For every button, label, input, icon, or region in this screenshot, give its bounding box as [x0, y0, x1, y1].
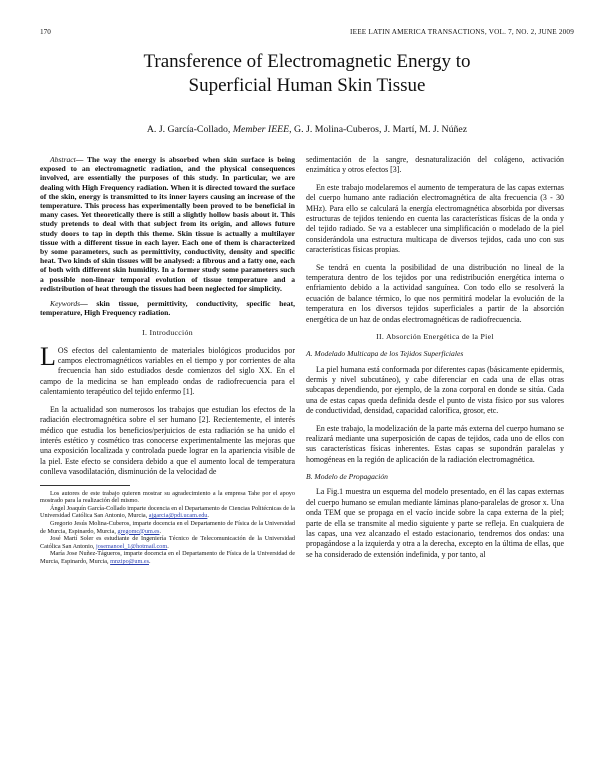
footnote-author-3-text: José Martí Soler es estudiante de Ingeniería Técnico de Telecomunicación de la Universidad Católica San Antonio,: [40, 535, 295, 550]
title-line-2: Superficial Human Skin Tissue: [188, 75, 426, 96]
keywords-dash: —: [80, 299, 88, 309]
right-paragraph-2: Se tendrá en cuenta la posibilidad de una distribución no lineal de la temperatura dentro de los tejidos por una redistribución energética interna o enfriamiento debido a la actividad sanguínea. Con todo ello se resolverá la ecuación de balance térmico, lo que nos permitirá modelar la evolución de la temperatura en los diversos tejidos superficiales a partir de la absorción energética de un haz de ondas electromagnéticas de radiofrecuencia.: [306, 262, 564, 324]
authors-member: Member IEEE: [232, 124, 290, 135]
left-column: [40, 155, 295, 565]
subsection-heading-b: B. Modelo de Propagación: [306, 472, 388, 482]
footnote-rule: [40, 485, 130, 486]
section-heading-intro: I. Introducción: [142, 328, 193, 338]
email-link-2[interactable]: gregomc@um.es: [117, 527, 160, 535]
abstract-text: The way the energy is absorbed when skin surface is being exposed to an electromagnetic radiation, and the physical consequences involved, are essentially the purposes of this study. In particular, we are dealing with High Frequency radiation. When it is directed toward the surface of the skin, energy is transmitted to its inner layers causing an increase of the temperature. This process has experimentally been proved to be beneficial in many cases. Yet theoretically there is still a slightly hollow basis about it. This study pretends to deal with that subject from its origin, and allows future study doors to tap in depth this theme. Skin tissue is actually a multilayer tissue with a different tissue in each layer. Each one of them is characterized by some parameters, such as permittivity, conductivity, density and specific heat. Two kinds of skin tissues will be analysed: a fibrous and a fatty one, each of both with different skin humidity. In a former study some parameters such a possible non-linear temporal evolution of tissue temperature and a redistribution of heat through the tissues had been neglected for simplicity.: [40, 155, 295, 293]
right-paragraph-5: La Fig.1 muestra un esquema del modelo presentado, en él las capas externas del cuerpo humano se emulan mediante láminas plano-paralelas de grosor x. Una onda TEM que se propaga en el vacío incide sobre la capa externa de la piel; parte de ella se transmite al medio siguiente y parte se refleja. En cualquiera de las capas, una vez alcanzado el estado estacionario, tendremos dos ondas: una propagándose a la izquierda y otra a la derecha, excepto en la última de ellas, que se ha considerado de extensión indefinida, y por tanto, al: [306, 487, 564, 559]
title-line-1: Transference of Electromagnetic Energy to: [143, 51, 471, 72]
abstract-label: Abstract: [50, 155, 76, 164]
right-paragraph-4: En este trabajo, la modelización de la parte más externa del cuerpo humano se realizará mediante una superposición de capas de tejidos, cada uno de ellos con sus características físicas inherentes. Estas capas se supondrán paralelas y homogéneas en la región de aplicación de la radiación electromagnética.: [306, 423, 564, 464]
authors-post: , G. J. Molina-Cuberos, J. Martí, M. J. Núñez: [289, 124, 468, 135]
keywords: [40, 299, 295, 317]
right-paragraph-0: sedimentación de la sangre, desnaturalización del colágeno, activación enzimática y otros efectos [3].: [306, 155, 564, 175]
abstract: [40, 155, 295, 293]
page-number: 170: [40, 28, 51, 36]
intro-p1-text: OS efectos del calentamiento de materiales biológicos producidos por campos electromagnéticos variables en el tiempo y por corrientes de alta frecuencia han sido estudiados desde comienzos del siglo XX. En el campo de la medicina se han empleado ondas de radiofrecuencia para el calentamiento terapéutico del tejido enfermo [1].: [40, 345, 295, 397]
footnote-author-2: Gregorio Jesús Molina-Cuberos, imparte docencia en el Departamento de Física de la Universidad de Murcia, Espinardo, Murcia, gregomc@um.es.: [40, 519, 295, 535]
subsection-heading-a: A. Modelado Multicapa de los Tejidos Superficiales: [306, 349, 464, 359]
footnote-ack: Los autores de este trabajo quieren mostrar su agradecimiento a la empresa Tahe por el apoyo mostrado para la realización del mismo.: [40, 489, 295, 505]
email-link-3[interactable]: josemanoel_1@hotmail.com: [96, 542, 168, 550]
footnote-author-1-text: Ángel Joaquín García-Collado imparte docencia en el Departamento de Ciencias Politécnicas de la Universidad Católica San Antonio, Murcia,: [40, 504, 295, 520]
section-heading-absorption: II. Absorción Energética de la Piel: [376, 332, 494, 342]
authors-pre: A. J. García-Collado,: [146, 124, 231, 135]
intro-paragraph-1: [40, 341, 295, 398]
right-column: [306, 155, 564, 567]
drop-cap: L: [40, 341, 56, 371]
keywords-label: Keywords: [50, 299, 81, 309]
email-link-4[interactable]: mnzipo@um.es: [110, 557, 149, 565]
right-paragraph-1: En este trabajo modelaremos el aumento de temperatura de las capas externas del cuerpo humano ante radiación electromagnética de alta frecuencia (3 - 30 MHz). Para ello se calculará la energía electromagnética absorbida por diversas estructuras de tejidos teniendo en cuenta las características físicas de la onda y del tejido radiado. Se va a establecer una simplificación o modelado de la piel considerándola una estructura multicapa de diversos tejidos, cada uno con sus características físicas propias.: [306, 182, 564, 255]
footnote-author-4: María Jose Nuñez-Tágueros, imparte docencia en el Departamento de Física de la Universidad de Murcia, Espinardo, Murcia, mnzipo@um.es.: [40, 550, 295, 565]
footnote-author-1: Ángel Joaquín García-Collado imparte docencia en el Departamento de Ciencias Politécnicas de la Universidad Católica San Antonio, Murcia, ajgarcia@pdi.ucam.edu.: [40, 504, 295, 520]
abstract-dash: —: [75, 155, 84, 164]
paper-title: [40, 50, 574, 98]
journal-header: IEEE LATIN AMERICA TRANSACTIONS, VOL. 7, NO. 2, JUNE 2009: [350, 28, 574, 36]
footnote-author-2-text: Gregorio Jesús Molina-Cuberos, imparte docencia en el Departamento de Física de la Universidad de Murcia, Espinardo, Murcia,: [40, 519, 295, 535]
footnote-author-4-text: María Jose Nuñez-Tágueros, imparte docencia en el Departamento de Física de la Universidad de Murcia, Espinardo, Murcia,: [40, 550, 295, 565]
footnote-author-3: José Martí Soler es estudiante de Ingeniería Técnico de Telecomunicación de la Universidad Católica San Antonio, josemanoel_1@hotmail.com.: [40, 535, 295, 550]
right-paragraph-3: La piel humana está conformada por diferentes capas (básicamente epidermis, dermis y nivel subcutáneo), y cabe diferenciar en cada una de ellas otras subcapas dependiendo, por ejemplo, de la zona corporal en donde se sitúa. Cada una de estas capas queda definida desde el punto de vista físico por sus valores de conductividad, densidad, capacidad calorífica, grosor, etc.: [306, 364, 564, 416]
author-list: [40, 124, 574, 135]
running-header: [40, 28, 574, 40]
email-link-1[interactable]: ajgarcia@pdi.ucam.edu: [148, 512, 208, 520]
keywords-text: skin tissue, permittivity, conductivity, specific heat, temperature, High Frequency radiation.: [40, 299, 295, 318]
intro-paragraph-2: En la actualidad son numerosos los trabajos que estudian los efectos de la radiación electromagnética sobre el ser humano [2]. Recientemente, el interés médico que estudia los beneficios/perjuicios de esta radiación se ha unido el interés estético y cosmético tras conocerse experimentalmente las mejoras que una exposición localizada y controlada puede lograr en la apariencia visible de la piel. Este efecto se considera debido a que el aumento local de temperatura conlleva vasodilatación, disminución de la velocidad de: [40, 404, 295, 477]
